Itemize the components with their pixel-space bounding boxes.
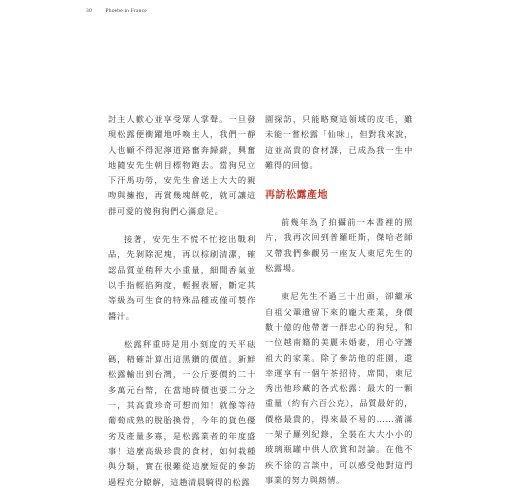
- paragraph-3: 松露秤重時是用小刻度的天平砝碼，精確計算出這黑鑽的價值。新鮮松露輸出到台灣，一公斤要價約二十多萬元台幣，在當地時價也要二分之一，其高貴珍奇可想而知！就像等待葡萄成熟的脫胎換骨，今年的貨色優劣及產量多寡，是松露業者的年度盛事！這麼高級珍貴的食材，如何栽種與分類，實在很難從這麼短促的參訪過程充分瞭解，這趟清晨騎得的松露: [108, 338, 256, 487]
- paragraph-5: 前幾年為了拍攝前一本書裡的照片，我再次回到普羅旺斯，傑哈老師又帶我們參觀另一座友人東尼先生的松露場。: [265, 217, 413, 274]
- right-column: [265, 112, 413, 501]
- paragraph-4: 園探訪，只能略窺這領域的皮毛，雖未能一嘗松露「仙味」，但對我來說，這並高貴的食材課，已成為我一生中難得的回憶。: [265, 114, 413, 170]
- paragraph-6: 東尼先生不過三十出頭，卻繼承自祖父輩遺留下來的龐大產業，身價數十億的他帶著一群忠心的狗兒，和一位越南籍的美麗未婚妻，用心守護祖大的家業。除了參訪他的莊園，還幸運享有一個午茶招待，席間，東尼秀出他珍藏的各式松露：最大的一顆重量（約有六百公克），品質最好的，價格最貴的，得來最不易的……滿滿一架子羅列紀錄，全裝在大大小小的玻璃瓶罐中供人欣賞和討論。在他不疾不徐的言談中，可以感受他對這門事業的努力與熱情。: [265, 291, 413, 485]
- paragraph-2: 接著，安先生不慌不忙挖出戰利品，先剝除泥塊，再以棕刷清潔，確認品質並稍秤大小重量，細聞香氣並以手指輕掐夠度，輕握表層，斷定其等級為可生食的特殊品種或僅可製作醬汁。: [108, 234, 256, 321]
- section-heading: 再訪松露產地: [265, 190, 328, 202]
- paragraph-1: 討主人歡心並享受眾人掌聲。一旦發現松露便衝躍地呼喚主人，我們一靜人也顧不得泥濘道路奮奔歸薪，興奮地隨安先生朝目標物跑去。當狗兒立下汗馬功勞，安先生會送上大大的親吻與擁抱，再賞幾塊餅乾，就可讓這群可愛的傻狗狗們心滿意足。: [108, 114, 256, 216]
- book-title: Phoebe in France: [105, 8, 147, 14]
- left-column: [108, 112, 256, 503]
- running-header: [86, 8, 147, 14]
- page-number: 30: [86, 8, 92, 14]
